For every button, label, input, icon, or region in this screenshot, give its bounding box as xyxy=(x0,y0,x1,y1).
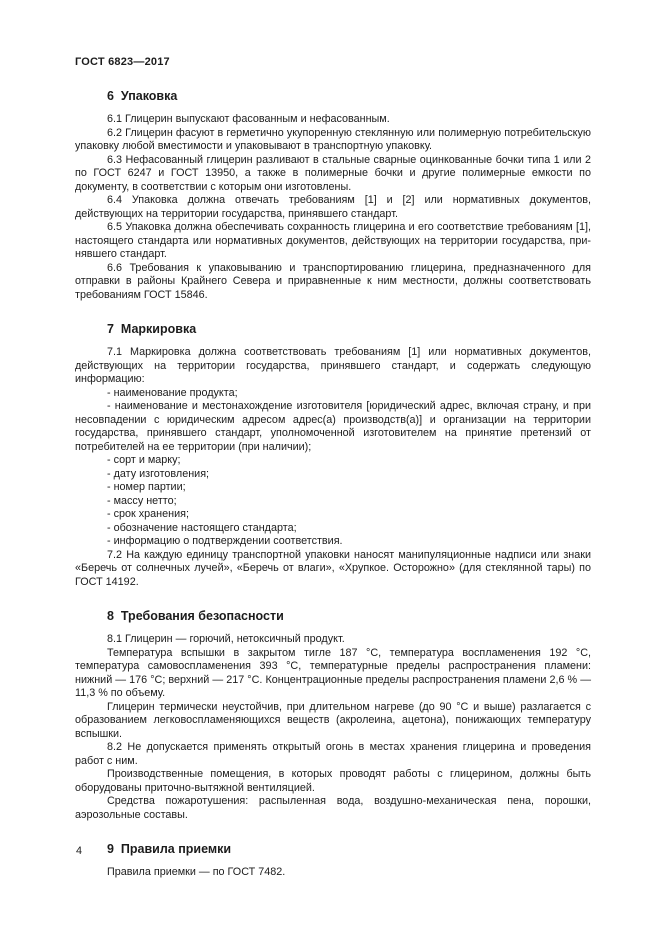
section-heading: 8 Требования безопасности xyxy=(107,609,284,623)
paragraph: Глицерин термически неустойчив, при длительном нагреве (до 90 °С и выше) разлагается с образованием легковоспламеняющихся веществ (акролеина, ацетона), понижающих температуру вспышки. xyxy=(75,700,591,740)
list-item: - информацию о подтверждении соответствия. xyxy=(107,535,343,547)
paragraph: Производственные помещения, в которых проводят работы с глицерином, должны быть оборудованы приточно-вытяжной вентиляцией. xyxy=(75,768,591,794)
list-item: - массу нетто; xyxy=(107,494,177,507)
paragraph: Температура вспышки в закрытом тигле 187 °С, температура воспламенения 192 °С, температура самовоспламенения 393 °С, температурные пределы распространения пламени: нижний — 176 °С; верхний — 217 °С. Концентрационные пределы распространения пламени 2,6 % — 11,3 % по объему. xyxy=(75,646,591,699)
list-item: - наименование продукта; xyxy=(107,386,238,399)
paragraph: 6.1 Глицерин выпускают фасованным и нефасованным. xyxy=(107,113,390,125)
paragraph: 6.6 Требования к упаковыванию и транспортированию глицерина, предназначенного для отправки в районы Крайнего Севера и приравненные к ним местности, должны соответствовать требованиям ГОСТ 15846. xyxy=(75,261,591,301)
section-safety-requirements xyxy=(75,609,591,822)
paragraph: 8.2 Не допускается применять открытый огонь в местах хранения глицерина и проведения работ с ним. xyxy=(75,741,591,767)
section-heading: 6 Упаковка xyxy=(107,89,178,103)
paragraph: 6.2 Глицерин фасуют в герметично укупоренную стеклянную или полимерную потребительскую упаковку любой вместимости и упаковывают в транспортную упаковку. xyxy=(75,126,591,152)
paragraph: 7.1 Маркировка должна соответствовать требованиям [1] или нормативных документов, действующих на территории государства, принявшего стандарт, и содержать следующую информацию: xyxy=(75,346,591,385)
paragraph: 8.1 Глицерин — горючий, нетоксичный продукт. xyxy=(107,633,345,645)
paragraph: 6.3 Нефасованный глицерин разливают в стальные сварные оцинкованные бочки типа 1 или 2 по ГОСТ 6247 и ГОСТ 13950, а также в полимерные бочки и другие полимерные емкости по документу, в соответствии с которым они изготовлены. xyxy=(75,153,591,193)
list-item: - номер партии; xyxy=(107,481,186,493)
section-acceptance-rules xyxy=(75,842,591,880)
standard-number-header: ГОСТ 6823—2017 xyxy=(75,56,170,68)
paragraph: 6.5 Упаковка должна обеспечивать сохранность глицерина и его соответствие требованиям [1], настоящего стандарта или нормативных документов, действующих на территории государства, принявшего стандарт. xyxy=(75,221,591,260)
list-item: - срок хранения; xyxy=(107,508,189,520)
paragraph: Правила приемки — по ГОСТ 7482. xyxy=(107,866,286,878)
list-item: - дату изготовления; xyxy=(107,467,210,480)
list-item: - обозначение настоящего стандарта; xyxy=(107,521,297,534)
section-packaging xyxy=(75,89,591,302)
paragraph: 7.2 На каждую единицу транспортной упаковки наносят манипуляционные надписи или знаки «Беречь от солнечных лучей», «Беречь от влаги», «Хрупкое. Осторожно» (для стеклянной тары) по ГОСТ 14192. xyxy=(75,548,591,588)
section-marking xyxy=(75,322,591,589)
list-item: - сорт и марку; xyxy=(107,454,181,466)
section-heading: 7 Маркировка xyxy=(107,322,197,336)
paragraph: 6.4 Упаковка должна отвечать требованиям [1] и [2] или нормативных документов, действующих на территории государства, принявшего стандарт. xyxy=(75,194,591,220)
paragraph: Средства пожаротушения: распыленная вода, воздушно-механическая пена, порошки, аэрозольные составы. xyxy=(75,795,591,821)
list-item: - наименование и местонахождение изготовителя [юридический адрес, включая страну, и при несовпадении с юридическим адресом адрес(а) производств(а)] и организации на территории государства, принявшего стандарт, уполномоченной изготовителем на принятие претензий от потребителей на ее территории (при наличии); xyxy=(75,400,591,453)
section-heading: 9 Правила приемки xyxy=(107,842,232,856)
page-number: 4 xyxy=(76,845,83,857)
